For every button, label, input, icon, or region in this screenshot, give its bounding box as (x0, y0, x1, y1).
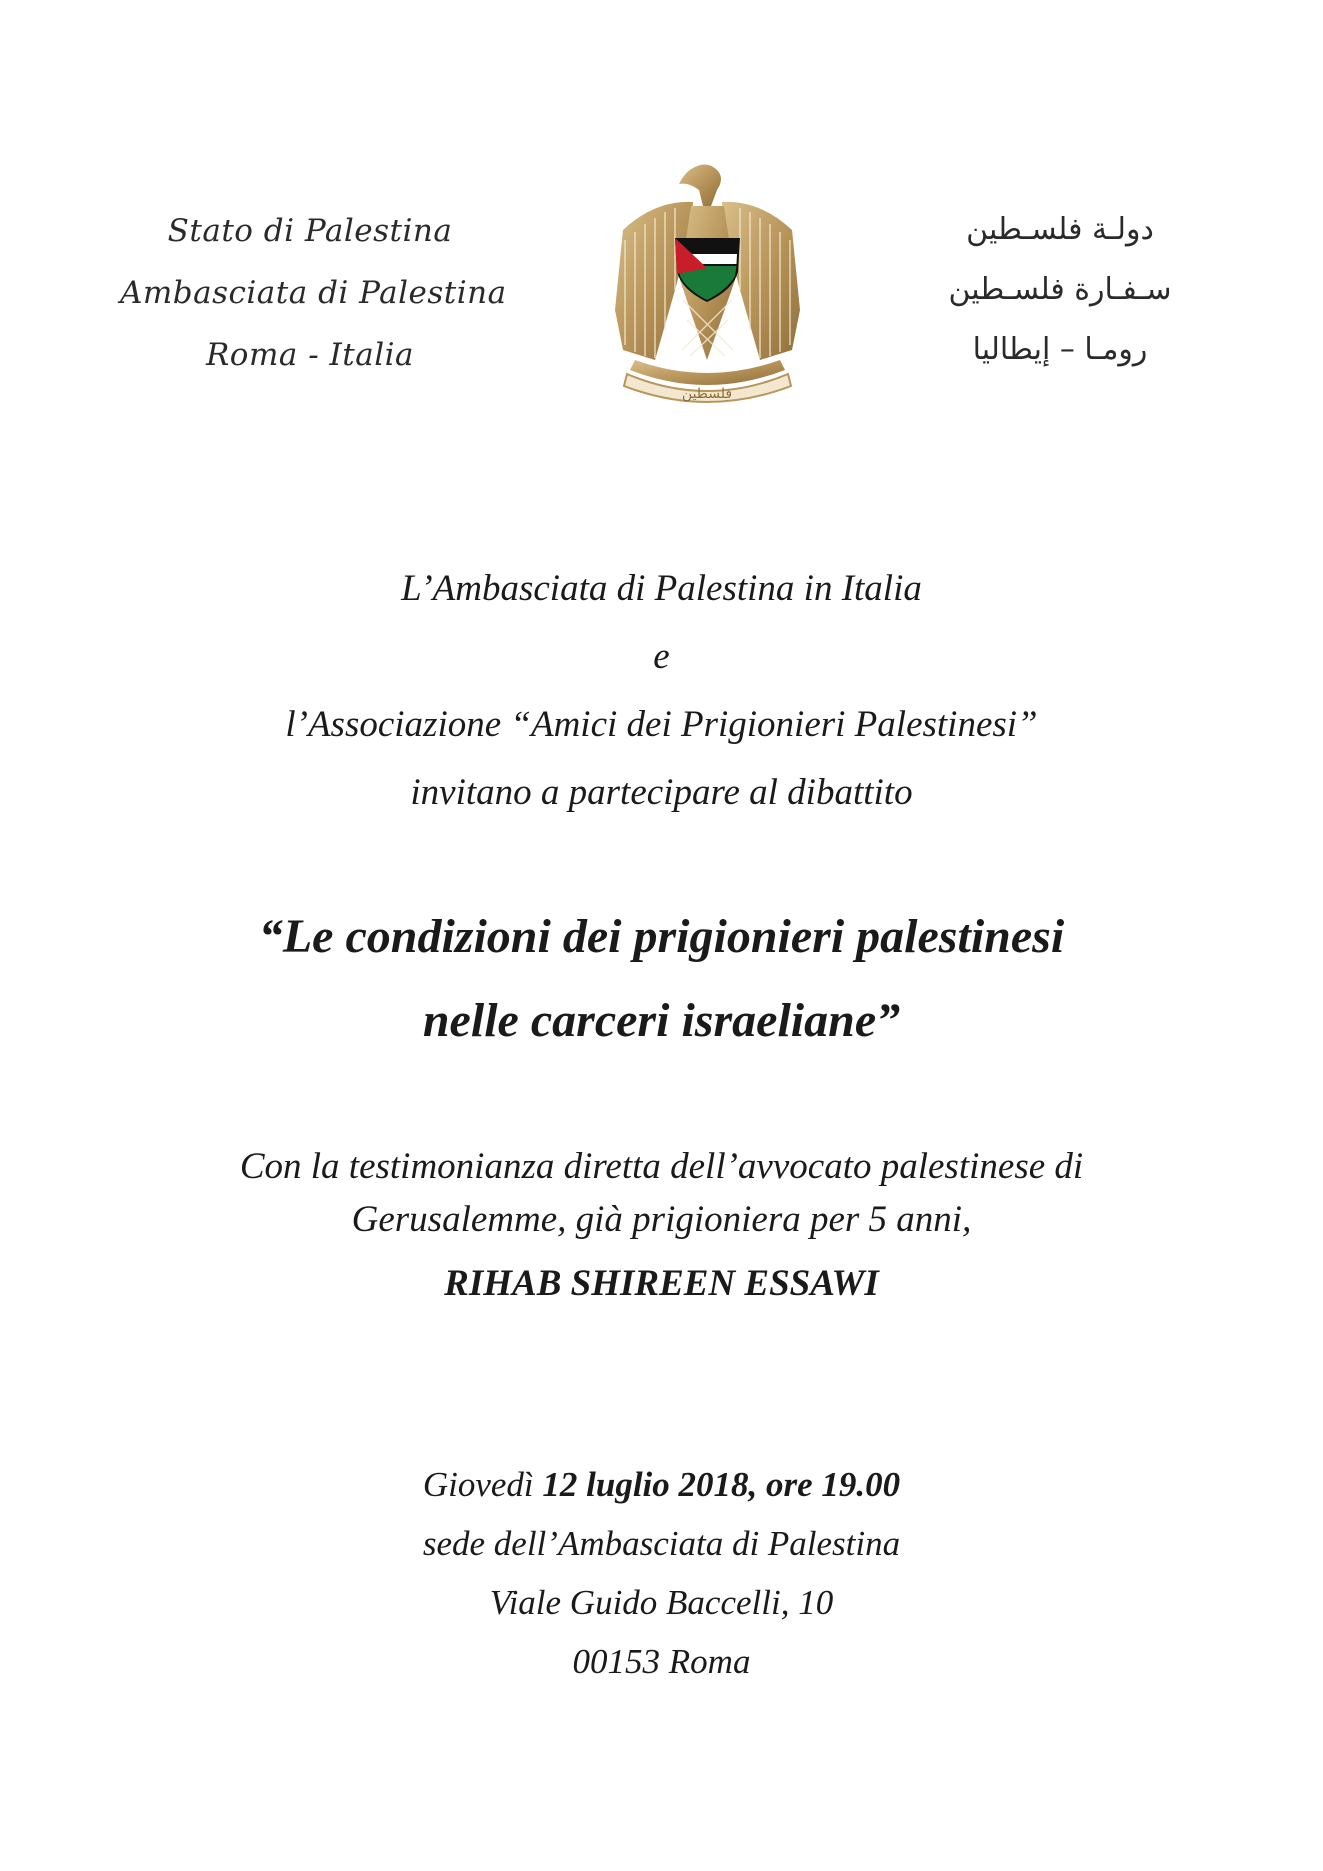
letterhead-arabic (900, 200, 1220, 380)
letterhead-embassy-ar: سـفـارة فلسـطين (948, 272, 1172, 307)
event-date-time: 12 luglio 2018, ore 19.00 (542, 1465, 901, 1504)
letterhead-state-ar: دولـة فلسـطين (966, 212, 1154, 247)
emblem-caption: فلسطين (681, 386, 733, 402)
event-details (0, 1455, 1323, 1691)
host-embassy: L’Ambasciata di Palestina in Italia (401, 568, 922, 609)
testimony-text (0, 1140, 1323, 1246)
event-venue: sede dell’Ambasciata di Palestina (422, 1524, 901, 1563)
letterhead-state: Stato di Palestina (167, 213, 453, 249)
event-street: Viale Guido Baccelli, 10 (489, 1583, 834, 1622)
letterhead-embassy: Ambasciata di Palestina (120, 275, 507, 311)
event-datetime (0, 1455, 1323, 1514)
testimony-line-2: Gerusalemme, già prigioniera per 5 anni, (351, 1199, 972, 1240)
title-line-1: “Le condizioni dei prigionieri palestinesi (258, 910, 1065, 963)
letterhead-city: Roma - Italia (205, 337, 415, 373)
conjunction: e (653, 636, 670, 677)
eagle-emblem-icon (605, 160, 810, 410)
testimony-line-1: Con la testimonianza diretta dell’avvocato palestinese di (239, 1146, 1084, 1187)
letterhead-italian (120, 200, 507, 386)
title-line-2: nelle carceri israeliane” (422, 994, 901, 1047)
event-city: 00153 Roma (572, 1642, 751, 1681)
invitation-intro (0, 555, 1323, 827)
letterhead-city-ar: رومـا – إيطاليا (972, 332, 1148, 367)
host-association: l’Associazione “Amici dei Prigionieri Palestinesi” (285, 704, 1038, 745)
debate-title (0, 895, 1323, 1063)
invitation-line: invitano a partecipare al dibattito (410, 772, 913, 813)
speaker-name: RIHAB SHIREEN ESSAWI (444, 1263, 879, 1304)
event-day: Giovedì (422, 1465, 534, 1504)
